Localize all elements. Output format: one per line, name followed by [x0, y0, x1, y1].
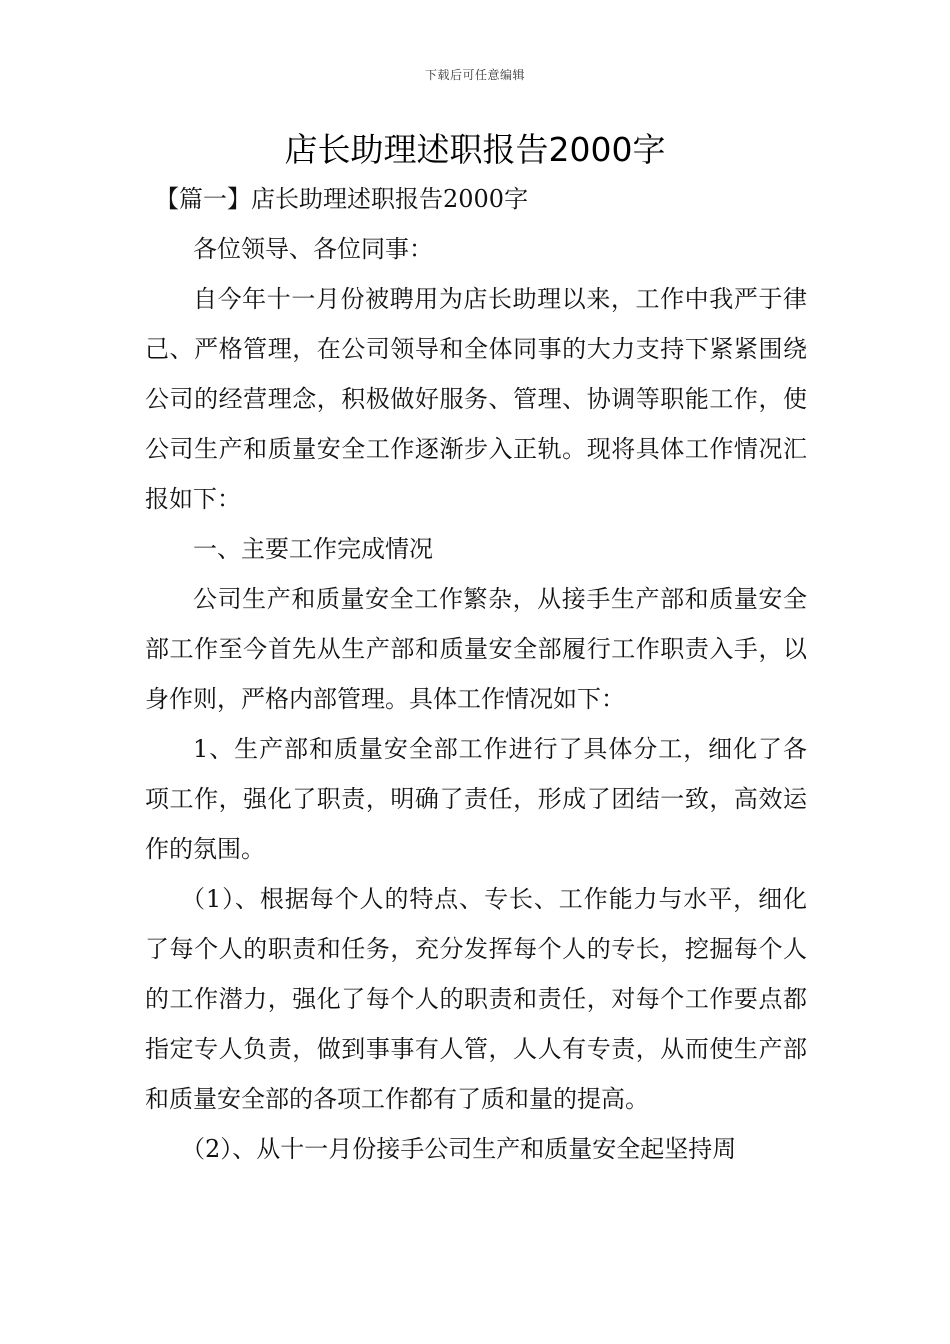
paragraph-subitem-2: （2）、从十一月份接手公司生产和质量安全起坚持周: [181, 1135, 737, 1163]
document-body: [145, 174, 807, 1174]
header-note: 下载后可任意编辑: [424, 68, 525, 82]
paragraph-overview: 公司生产和质量安全工作繁杂，从接手生产部和质量安全部工作至今首先从生产部和质量安全部履行工作职责入手，以身作则，严格内部管理。具体工作情况如下：: [145, 585, 807, 713]
paragraph-item-1: 1、生产部和质量安全部工作进行了具体分工，细化了各项工作，强化了职责，明确了责任，形成了团结一致，高效运作的氛围。: [145, 735, 807, 863]
paragraph-subitem-1: （1）、根据每个人的特点、专长、工作能力与水平，细化了每个人的职责和任务，充分发挥每个人的专长，挖掘每个人的工作潜力，强化了每个人的职责和责任，对每个工作要点都指定专人负责，做到事事有人管，人人有专责，从而使生产部和质量安全部的各项工作都有了质和量的提高。: [145, 885, 807, 1113]
salutation: 各位领导、各位同事：: [193, 235, 433, 263]
document-title: 店长助理述职报告2000字: [284, 130, 666, 169]
paragraph-intro: 自今年十一月份被聘用为店长助理以来，工作中我严于律己、严格管理，在公司领导和全体同事的大力支持下紧紧围绕公司的经营理念，积极做好服务、管理、协调等职能工作，使公司生产和质量安全工作逐渐步入正轨。现将具体工作情况汇报如下：: [145, 285, 807, 513]
subheading-main-work: 一、主要工作完成情况: [193, 535, 433, 563]
section-heading: 【篇一】店长助理述职报告2000字: [155, 185, 529, 213]
